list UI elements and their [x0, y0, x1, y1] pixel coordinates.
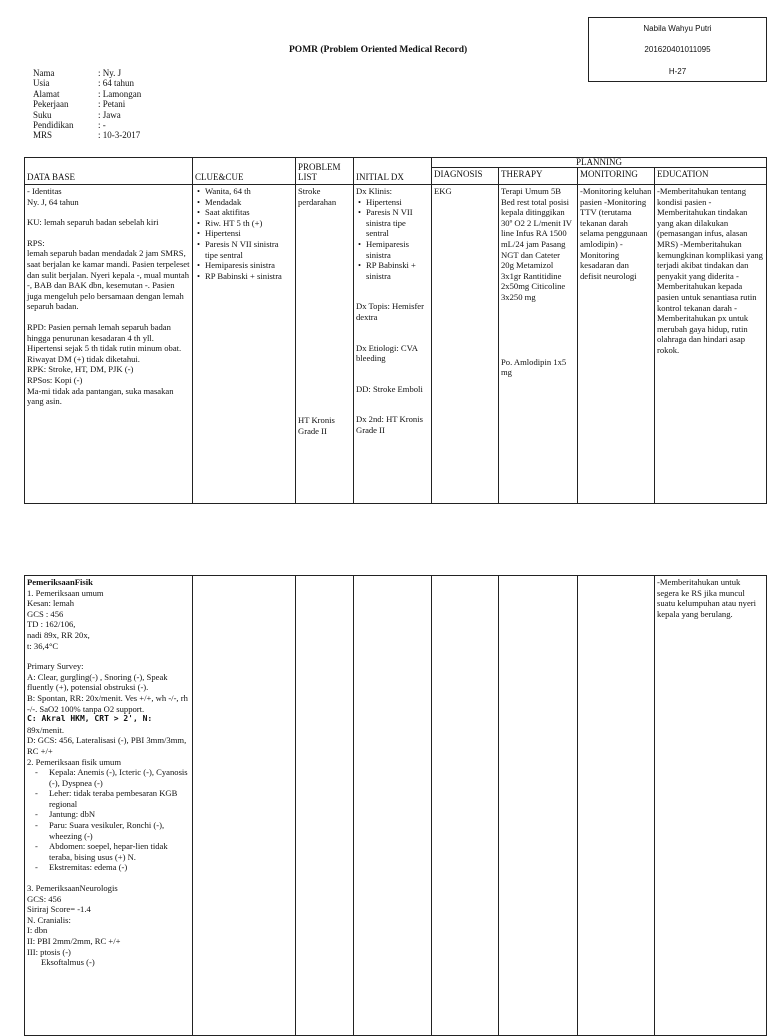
patient-field-label: MRS: [33, 130, 53, 141]
neuro-line: Siriraj Score= -1.4: [27, 904, 91, 915]
exam-line: Primary Survey:: [27, 661, 84, 672]
patient-row: [33, 68, 141, 78]
patient-field-label: Alamat: [33, 88, 60, 99]
exam-line: Kesan: lemah: [27, 598, 75, 609]
exam-line: [27, 651, 190, 661]
patient-field-value: : -: [98, 120, 106, 131]
database-line: Ma-mi tidak ada pantangan, suka masakan yang asin.: [27, 385, 174, 407]
dx-klinis-item: • Paresis N VII sinistra tipe sentral: [366, 207, 429, 239]
exam-line: D: GCS: 456, Lateralisasi (-), PBI 3mm/3mm, RC +/+: [27, 735, 187, 756]
database-line: RPSos: Kopi (-): [27, 374, 83, 385]
dx-2nd: Dx 2nd: HT Kronis Grade II: [356, 414, 423, 435]
clue-item: • RP Babinski + sinistra: [205, 271, 293, 282]
patient-row: [33, 120, 141, 130]
exam-title: PemeriksaanFisik: [27, 577, 93, 587]
fisik-item: - Ekstremitas: edema (-): [49, 862, 190, 873]
patient-field-value: : Ny. J: [98, 68, 122, 78]
exam-line: B: Spontan, RR: 20x/menit. Ves +/+, wh -/-, rh -/-. SaO2 100% tanpa O2 support.: [27, 692, 188, 714]
header-clue: CLUE&CUE: [193, 158, 296, 185]
patient-field-value: : Jawa: [98, 109, 121, 120]
clue-item: • Saat aktifitas: [205, 207, 293, 218]
neuro-line: III: ptosis (-): [27, 946, 71, 957]
header-monitoring: MONITORING: [578, 168, 655, 185]
patient-field-label: Suku: [33, 109, 52, 120]
patient-identity: [33, 68, 141, 141]
patient-row: [33, 110, 141, 120]
patient-field-value: : Petani: [98, 99, 126, 110]
header-diagnosis: DIAGNOSIS: [432, 168, 499, 185]
pomr-table-continued: [24, 575, 767, 1036]
monitoring-cell: -Monitoring keluhan pasien -Monitoring TTV (terutama tekanan darah selama penggunaan amlodipin) -Monitoring kesadaran dan defisit neurologi: [578, 185, 655, 504]
header-database: DATA BASE: [25, 158, 193, 185]
exam-row: [25, 576, 767, 1036]
exam-line: 1. Pemeriksaan umum: [27, 587, 104, 598]
fisik-item: - Jantung: dbN: [49, 809, 190, 820]
dx-klinis-item: • Hipertensi: [366, 197, 429, 208]
dx-topis: Dx Topis: Hemisfer dextra: [356, 301, 424, 322]
data-row: [25, 185, 767, 504]
clue-item: • Wanita, 64 th: [205, 186, 293, 197]
exam-c-line: C: Akral HKM, CRT > 2', N:: [27, 714, 153, 724]
education-cell: -Memberitahukan tentang kondisi pasien -Memberitahukan tindakan yang akan dilakukan (pemasangan infus, alasan MRS) -Memberitahukan kemungkinan komplikasi yang terjadi akibat tindakan dan penyakit yang diderita -Memberitahukan kepada pasien untuk senantiasa rutin kontrol tekanan darah -Memberitahukan px untuk merubah gaya hidup, rutin olahraga dan hindari asap rokok.: [655, 185, 767, 504]
exam-line: t: 36,4°C: [27, 640, 59, 651]
exam-line: TD : 162/106,: [27, 619, 76, 630]
problem-cell: [296, 185, 354, 504]
student-nim: 201620401011095: [644, 45, 711, 54]
therapy-cell: [499, 185, 578, 504]
problem-1: Stroke perdarahan: [298, 186, 337, 207]
neuro-line: N. Cranialis:: [27, 914, 71, 925]
header-problem: PROBLEM LIST: [296, 158, 354, 185]
dx-klinis-title: Dx Klinis:: [356, 186, 393, 196]
exam-line: A: Clear, gurgling(-) , Snoring (-), Speak fluently (+), potensial obstruksi (-).: [27, 671, 168, 693]
patient-field-label: Usia: [33, 78, 50, 89]
header-education: EDUCATION: [655, 168, 767, 185]
neuro-line: GCS: 456: [27, 893, 62, 904]
dx-etiologi: Dx Etiologi: CVA bleeding: [356, 342, 418, 364]
dx-klinis-item: • Hemiparesis sinistra: [366, 239, 429, 260]
database-line: [27, 207, 190, 217]
clue-item: • Hipertensi: [205, 228, 293, 239]
clue-item: • Riw. HT 5 th (+): [205, 218, 293, 229]
problem-2: HT Kronis Grade II: [298, 415, 335, 436]
patient-field-label: Nama: [33, 68, 55, 78]
fisik-item: - Kepala: Anemis (-), Icteric (-), Cyanosis (-), Dyspnea (-): [49, 767, 190, 788]
header-planning: PLANNING: [432, 158, 767, 168]
exam-line: 2. Pemeriksaan fisik umum: [27, 756, 122, 767]
database-line: [27, 228, 190, 238]
fisik-item: - Abdomen: soepel, hepar-lien tidak teraba, bising usus (+) N.: [49, 841, 190, 862]
fisik-item: - Paru: Suara vesikuler, Ronchi (-), wheezing (-): [49, 820, 190, 841]
exam-last: Eksoftalmus (-): [41, 957, 95, 968]
clue-item: • Hemiparesis sinistra: [205, 260, 293, 271]
patient-field-value: : 64 tahun: [98, 78, 134, 89]
database-line: - Identitas: [27, 186, 62, 196]
patient-field-value: : Lamongan: [98, 88, 142, 99]
database-line: RPD: Pasien pernah lemah separuh badan hingga penurunan kesadaran 4 th yll. Hipertensi sejak 5 th tidak rutin minum obat. Riwayat DM (+) tidak diketahui.: [27, 321, 182, 364]
exam-cell: [25, 576, 193, 1036]
patient-field-label: Pendidikan: [33, 120, 74, 131]
fisik-item: - Leher: tidak teraba pembesaran KGB regional: [49, 788, 190, 809]
database-line: [27, 312, 190, 322]
exam-line: 89x/menit.: [27, 724, 64, 735]
patient-row: [33, 78, 141, 88]
document-title: POMR (Problem Oriented Medical Record): [289, 45, 468, 55]
therapy-main: Terapi Umum 5B Bed rest total posisi kepala ditinggikan 30º O2 2 L/menit IV line Infus RA 1500 mL/24 jam Pasang NGT dan Cateter 20g Metamizol 3x1gr Rantitidine 2x50mg Citicoline 3x250 mg: [501, 186, 572, 302]
header-initial: INITIAL DX: [354, 158, 432, 185]
database-line: lemah separuh badan mendadak 2 jam SMRS, saat berjalan ke kamar mandi. Pasien terpeleset dan sulit berjalan. Nyeri kepala -, mual muntah -, BAB dan BAK dbn, kesemutan -. Pasien juga mengeluh pelo bersamaan dengan lemah separuh badan.: [27, 248, 190, 312]
exam-line: nadi 89x, RR 20x,: [27, 629, 90, 640]
dx-klinis-item: • RP Babinski + sinistra: [366, 260, 429, 281]
header-therapy: THERAPY: [499, 168, 578, 185]
pomr-table: [24, 157, 767, 504]
student-name: Nabila Wahyu Putri: [643, 24, 712, 33]
therapy-po: Po. Amlodipin 1x5 mg: [501, 356, 567, 378]
patient-row: [33, 130, 141, 140]
neuro-line: 3. PemeriksaanNeurologis: [27, 883, 118, 894]
patient-row: [33, 99, 141, 109]
patient-field-label: Pekerjaan: [33, 99, 69, 110]
header-row: [25, 158, 767, 168]
database-line: KU: lemah separuh badan sebelah kiri: [27, 217, 159, 228]
patient-field-value: : 10-3-2017: [98, 130, 141, 141]
database-line: Ny. J, 64 tahun: [27, 196, 79, 207]
education-cell-2: -Memberitahukan untuk segera ke RS jika muncul suatu kelumpuhan atau nyeri kepala yang berulang.: [655, 576, 767, 1036]
database-cell: [25, 185, 193, 504]
exam-line: GCS : 456: [27, 608, 64, 619]
student-id-box: [588, 17, 767, 82]
neuro-line: II: PBI 2mm/2mm, RC +/+: [27, 936, 121, 946]
initial-dx-cell: [354, 185, 432, 504]
database-line: RPS:: [27, 237, 45, 248]
clue-item: • Mendadak: [205, 197, 293, 208]
clue-item: • Paresis N VII sinistra tipe sentral: [205, 239, 293, 260]
patient-row: [33, 89, 141, 99]
clue-cell: [193, 185, 296, 504]
database-line: RPK: Stroke, HT, DM, PJK (-): [27, 364, 134, 375]
neuro-line: I: dbn: [27, 925, 48, 936]
day-label: H-27: [668, 67, 687, 76]
dd: DD: Stroke Emboli: [356, 383, 423, 394]
diagnosis-cell: EKG: [432, 185, 499, 504]
